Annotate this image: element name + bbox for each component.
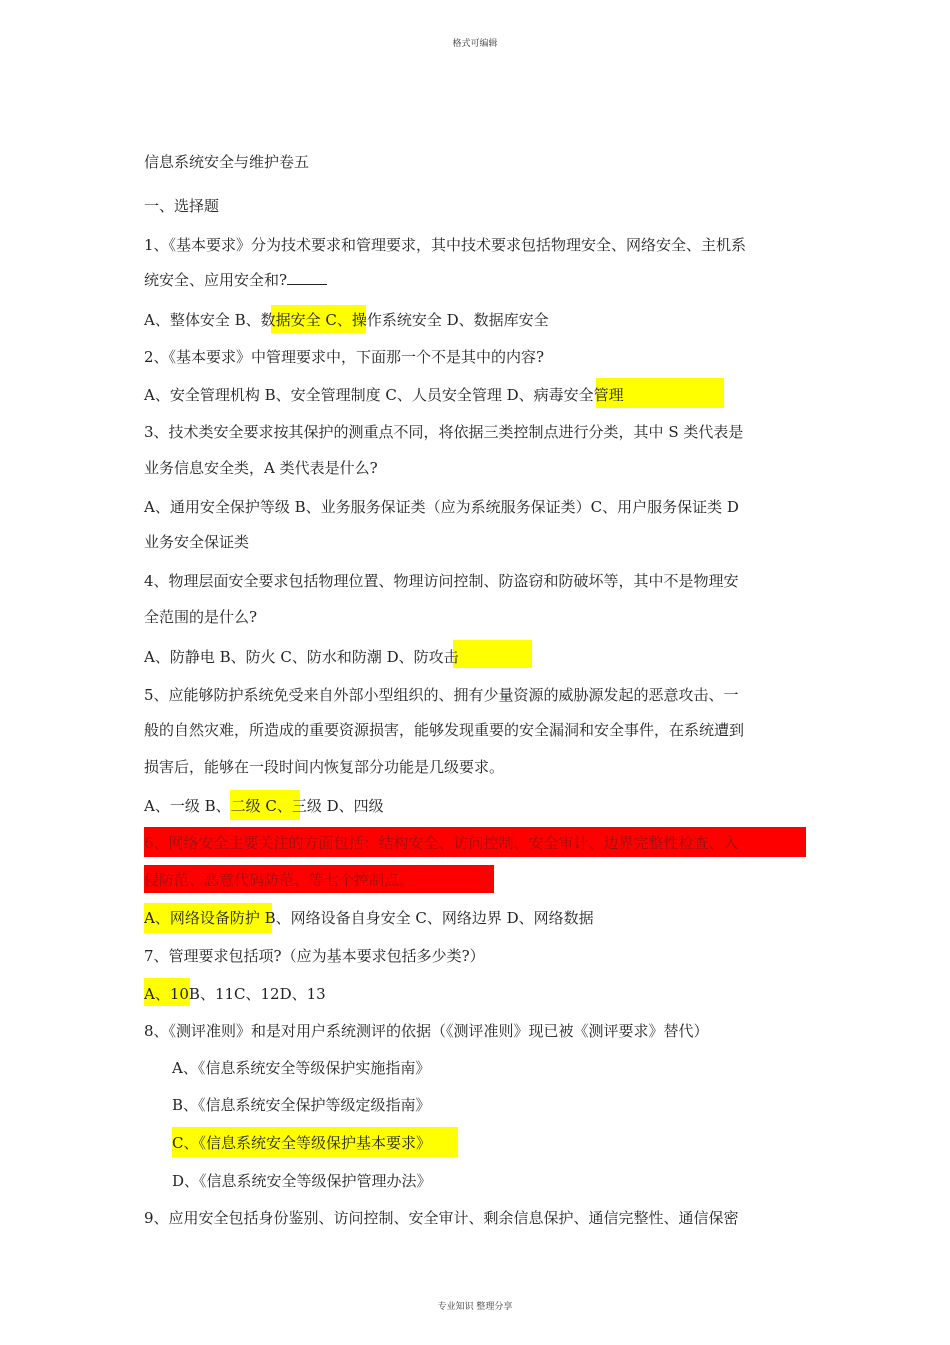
q7-options: A、10B、11C、12D、13 [144,985,326,1003]
q8-option-c: C、《信息系统安全等级保护基本要求》 [172,1134,431,1152]
q5-stem-line1: 5、应能够防护系统免受来自外部小型组织的、拥有少量资源的威胁源发起的恶意攻击、一 [144,686,739,704]
q3-stem-line2: 业务信息安全类，A 类代表是什么? [144,459,378,477]
q3-options-line1: A、通用安全保护等级 B、业务服务保证类（应为系统服务保证类）C、用户服务保证类 D [144,498,739,516]
answer-blank [287,270,327,285]
q1-stem-text: 统安全、应用安全和? [144,271,288,289]
section-heading: 一、选择题 [144,197,220,215]
q6-stem-line1: 6、网络安全主要关注的方面包括：结构安全、访问控制、安全审计、边界完整性检查、入 [144,834,739,852]
q4-options: A、防静电 B、防火 C、防水和防潮 D、防攻击 [144,648,459,666]
q4-stem-line2: 全范围的是什么? [144,608,258,626]
q8-option-a: A、《信息系统安全等级保护实施指南》 [172,1059,431,1077]
q8-stem: 8、《测评准则》和是对用户系统测评的依据（《测评准则》现已被《测评要求》替代） [144,1022,709,1040]
q7-stem: 7、管理要求包括项?（应为基本要求包括多少类?） [144,947,485,965]
q9-stem-line1: 9、应用安全包括身份鉴别、访问控制、安全审计、剩余信息保护、通信完整性、通信保密 [144,1209,739,1227]
q8-option-d: D、《信息系统安全等级保护管理办法》 [172,1172,432,1190]
document-title: 信息系统安全与维护卷五 [144,153,310,171]
page-footer: 专业知识 整理分享 [437,1302,513,1312]
q3-options-line2: 业务安全保证类 [144,533,250,551]
highlight-q4 [453,640,532,668]
q6-stem-line2: 侵防范、恶意代码防范、等七个控制点。 [144,871,415,889]
q4-stem-line1: 4、物理层面安全要求包括物理位置、物理访问控制、防盗窃和防破坏等，其中不是物理安 [144,572,739,590]
q5-options: A、一级 B、二级 C、三级 D、四级 [144,797,384,815]
q2-stem: 2、《基本要求》中管理要求中，下面那一个不是其中的内容? [144,348,545,366]
q6-options: A、网络设备防护 B、网络设备自身安全 C、网络边界 D、网络数据 [144,909,594,927]
page-header: 格式可编辑 [452,39,498,49]
q1-options: A、整体安全 B、数据安全 C、操作系统安全 D、数据库安全 [144,311,549,329]
q5-stem-line3: 损害后，能够在一段时间内恢复部分功能是几级要求。 [144,758,505,776]
q1-stem-line2 [144,270,327,290]
q5-stem-line2: 般的自然灾难，所造成的重要资源损害，能够发现重要的安全漏洞和安全事件，在系统遭到 [144,721,745,739]
q2-options: A、安全管理机构 B、安全管理制度 C、人员安全管理 D、病毒安全管理 [144,386,624,404]
q3-stem-line1: 3、技术类安全要求按其保护的测重点不同，将依据三类控制点进行分类，其中 S 类代表是 [144,423,744,441]
q1-stem-line1: 1、《基本要求》分为技术要求和管理要求，其中技术要求包括物理安全、网络安全、主机系 [144,236,747,254]
q8-option-b: B、《信息系统安全保护等级定级指南》 [172,1096,431,1114]
